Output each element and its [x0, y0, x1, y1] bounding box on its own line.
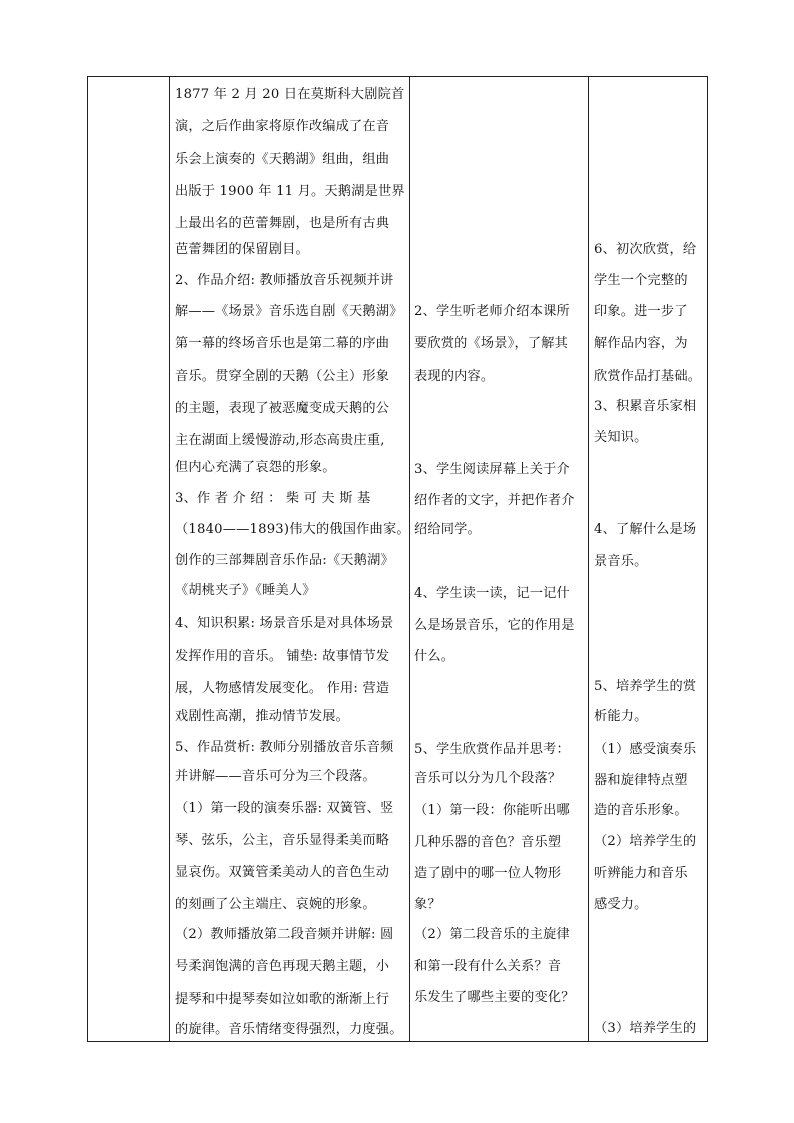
- teacher-line: 第一幕的终场音乐也是第二幕的序曲: [175, 336, 390, 351]
- intent-line: 景音乐。: [594, 554, 648, 569]
- cell-student-activities: [409, 77, 588, 1041]
- intent-line: 5、培养学生的赏: [594, 679, 697, 694]
- student-line: 和第一段有什么关系？音: [414, 959, 562, 974]
- teacher-line: 芭蕾舞团的保留剧目。: [175, 242, 309, 257]
- student-line: 5、学生欣赏作品并思考：: [414, 742, 570, 757]
- intent-line: 解作品内容，为: [594, 336, 688, 351]
- student-line: 要欣赏的《场景》，了解其: [414, 336, 569, 351]
- student-line: 表现的内容。: [414, 369, 495, 384]
- intent-line: 欣赏作品打基础。: [594, 369, 702, 384]
- student-line: 乐发生了哪些主要的变化？: [414, 990, 575, 1005]
- teacher-line: 3、作 者 介 绍 ： 柴 可 夫 斯 基: [175, 491, 371, 506]
- teacher-line: 1877 年 2 月 20 日在莫斯科大剧院首: [175, 87, 405, 102]
- intent-line: 关知识。: [594, 430, 648, 445]
- teacher-line: 戏剧性高潮，推动情节发展。: [175, 709, 350, 724]
- teacher-line: 2、作品介绍: 教师播放音乐视频并讲: [175, 273, 394, 288]
- intent-line: （1）感受演奏乐: [594, 742, 697, 757]
- intent-line: 感受力。: [594, 897, 648, 912]
- teacher-line: 琴、弦乐，公主，音乐显得柔美而略: [175, 833, 390, 848]
- student-line: （1）第一段：你能听出哪: [414, 803, 570, 818]
- student-line: 象？: [414, 897, 441, 912]
- teacher-line: 的主题，表现了被恶魔变成天鹅的公: [175, 401, 390, 416]
- teacher-line: 号柔润饱满的音色再现天鹅主题，小: [175, 959, 390, 974]
- student-line: 4、学生读一读，记一记什: [414, 586, 570, 601]
- student-line: 什么。: [414, 649, 455, 664]
- teacher-line: 创作的三部舞剧音乐作品:《天鹅湖》: [175, 553, 394, 568]
- teacher-line: 并讲解——音乐可分为三个段落。: [175, 769, 376, 784]
- student-line: 绍给同学。: [414, 522, 481, 537]
- intent-line: （2）培养学生的: [594, 834, 697, 849]
- teacher-line: （1840——1893)伟大的俄国作曲家。: [175, 522, 410, 537]
- teacher-line: （2）教师播放第二段音频并讲解: 圆: [175, 927, 394, 942]
- intent-line: 听辨能力和音乐: [594, 866, 688, 881]
- student-line: 绍作者的文字，并把作者介: [414, 493, 575, 508]
- intent-line: 造的音乐形象。: [594, 803, 688, 818]
- teacher-line: 4、知识积累: 场景音乐是对具体场景: [175, 616, 394, 631]
- intent-line: 3、积累音乐家相: [594, 399, 697, 414]
- teacher-line: 上最出名的芭蕾舞剧，也是所有古典: [175, 216, 390, 231]
- student-line: 么是场景音乐，它的作用是: [414, 618, 575, 633]
- teacher-line: 演，之后作曲家将原作改编成了在音: [175, 119, 390, 134]
- student-line: 3、学生阅读屏幕上关于介: [414, 462, 570, 477]
- student-line: 音乐可以分为几个段落？: [414, 771, 562, 786]
- cell-design-intent: [588, 77, 708, 1041]
- intent-line: 析能力。: [594, 709, 648, 724]
- student-line: （2）第二段音乐的主旋律: [414, 927, 570, 942]
- teacher-line: 展，人物感情发展变化。 作用: 营造: [175, 681, 390, 696]
- teacher-line: 的旋律。音乐情绪变得强烈，力度强。: [175, 1022, 403, 1037]
- intent-line: 4、了解什么是场: [594, 522, 697, 537]
- student-line: 几种乐器的音色？音乐塑: [414, 835, 562, 850]
- cell-empty-left: [88, 77, 169, 1041]
- teacher-line: 主在湖面上缓慢游动,形态高贵庄重,: [175, 433, 385, 448]
- teacher-line: 发挥作用的音乐。 铺垫: 故事情节发: [175, 649, 390, 664]
- teacher-line: 但内心充满了哀怨的形象。: [175, 460, 336, 475]
- intent-line: 器和旋律特点塑: [594, 773, 688, 788]
- teacher-line: 5、作品赏析: 教师分别播放音乐音频: [175, 740, 394, 755]
- teacher-line: （1）第一段的演奏乐器: 双簧管、竖: [175, 801, 394, 816]
- intent-line: 学生一个完整的: [594, 273, 688, 288]
- teacher-line: 显哀伤。双簧管柔美动人的音色生动: [175, 865, 390, 880]
- intent-line: 印象。进一步了: [594, 304, 688, 319]
- teacher-line: 音乐。贯穿全剧的天鹅（公主）形象: [175, 369, 390, 384]
- teacher-line: 提琴和中提琴奏如泣如歌的渐渐上行: [175, 992, 390, 1007]
- cell-teacher-activities: [169, 77, 409, 1041]
- teacher-line: 的刻画了公主端庄、哀婉的形象。: [175, 897, 376, 912]
- teacher-line: 解——《场景》音乐选自剧《天鹅湖》: [175, 304, 403, 319]
- intent-line: 6、初次欣赏，给: [594, 242, 697, 257]
- teacher-line: 《胡桃夹子》《睡美人》: [175, 583, 316, 598]
- teacher-line: 出版于 1900 年 11 月。天鹅湖是世界: [175, 184, 405, 199]
- intent-line: （3）培养学生的: [594, 1021, 697, 1036]
- student-line: 造了剧中的哪一位人物形: [414, 866, 562, 881]
- student-line: 2、学生听老师介绍本课所: [414, 304, 570, 319]
- lesson-plan-table: [87, 76, 708, 1042]
- teacher-line: 乐会上演奏的《天鹅湖》组曲，组曲: [175, 152, 390, 167]
